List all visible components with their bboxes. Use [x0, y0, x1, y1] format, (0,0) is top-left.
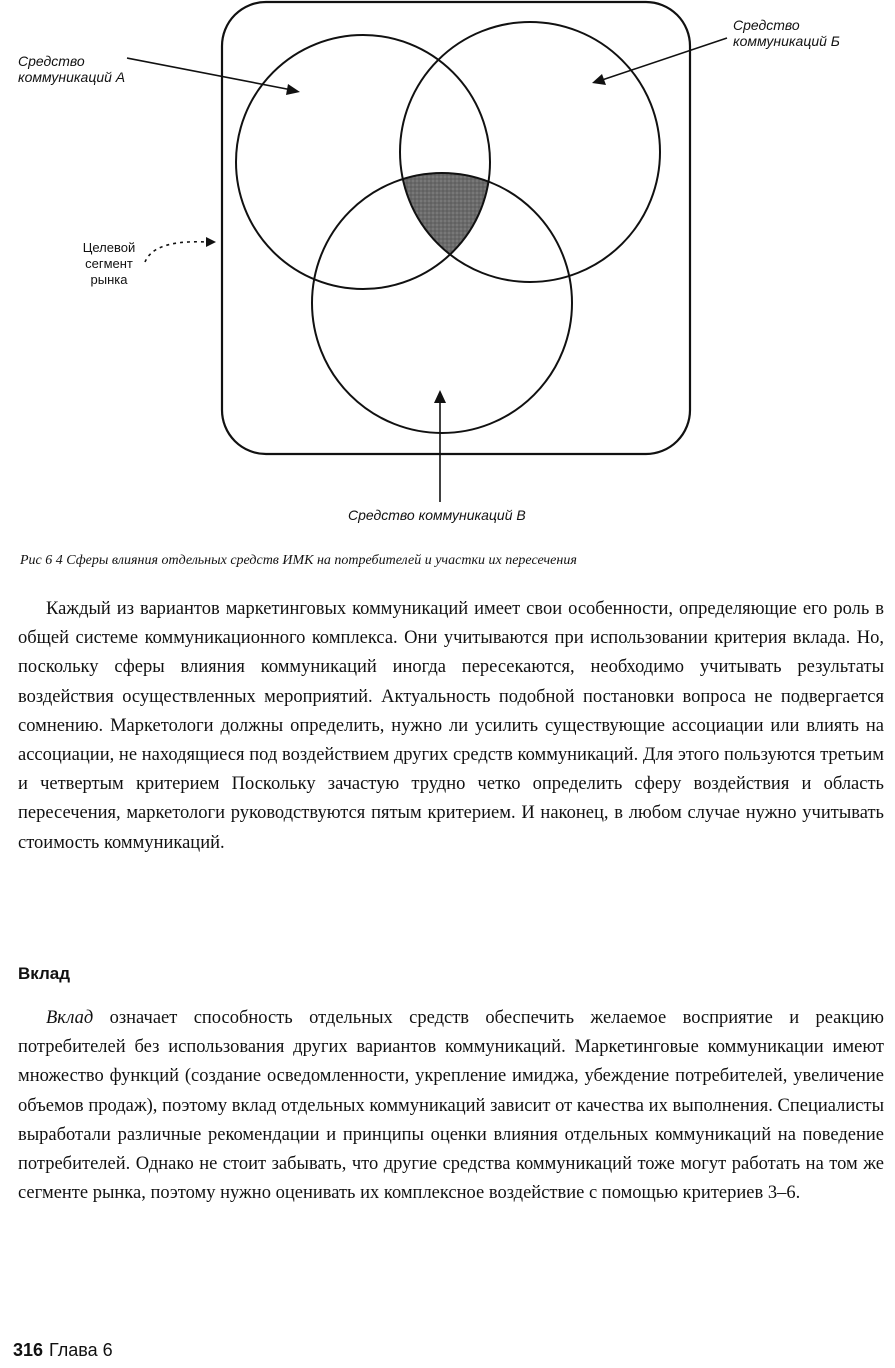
- label-communication-b: [733, 17, 840, 49]
- label-b-line-1: Средство: [733, 17, 800, 33]
- label-b-line-2: коммуникаций Б: [733, 33, 840, 49]
- triple-intersection-shaded: [312, 173, 572, 433]
- arrow-target-dotted: [145, 237, 216, 262]
- label-target-line-2: сегмент: [85, 256, 133, 271]
- paragraph-1: [18, 595, 884, 858]
- page-footer: [13, 1340, 113, 1361]
- chapter-label: Глава 6: [49, 1340, 113, 1360]
- section-heading: Вклад: [18, 964, 71, 983]
- paragraph-2-text: означает способность отдельных средств обеспечить желаемое восприятие и реакцию потребителей без использования других вариантов коммуникаций. Маркетинговые коммуникации имеют множество функций (создание осведомленности, укрепление имиджа, убеждение потребителей, увеличение объемов продаж), поэтому вклад отдельных коммуникаций зависит от качества их выполнения. Специалисты выработали различные рекомендации и принципы оценки влияния отдельных коммуникаций на поведение потребителей. Однако не стоит забывать, что другие средства коммуникаций тоже могут работать на том же сегменте рынка, поэтому нужно оценивать их комплексное воздействие с помощью критериев 3–6.: [18, 1008, 884, 1204]
- arrow-a: [127, 58, 300, 95]
- paragraph-2: [18, 1004, 884, 1208]
- page-number: 316: [13, 1340, 44, 1360]
- label-a-line-1: Средство: [18, 53, 85, 69]
- arrow-c: [434, 390, 446, 502]
- label-target-segment: [72, 240, 146, 288]
- label-a-line-2: коммуникаций А: [18, 69, 126, 85]
- venn-diagram-figure: [0, 0, 895, 540]
- label-target-line-3: рынка: [90, 272, 128, 287]
- label-target-line-1: Целевой: [82, 240, 136, 255]
- figure-caption: Рис 6 4 Сферы влияния отдельных средств ИМК на потребителей и участки их пересечения: [20, 553, 577, 568]
- arrow-b: [592, 38, 727, 85]
- label-communication-c: Средство коммуникаций В: [348, 507, 526, 523]
- paragraph-2-term: Вклад: [46, 1008, 94, 1028]
- paragraph-1-text: Каждый из вариантов маркетинговых коммуникаций имеет свои особенности, определяющие его роль в общей системе коммуникационного комплекса. Они учитываются при использовании критерия вклада. Но, поскольку сферы влияния коммуникаций иногда пересекаются, необходимо учитывать результаты воздействия осуществленных мероприятий. Актуальность подобной постановки вопроса не подвергается сомнению. Маркетологи должны определить, нужно ли усилить существующие ассоциации или влиять на ассоциации, не находящиеся под воздействием других средств коммуникаций. Для этого пользуются третьим и четвертым критерием Поскольку зачастую трудно четко определить сферу воздействия и область пересечения, маркетологи руководствуются пятым критерием. И наконец, в любом случае нужно учитывать стоимость коммуникаций.: [18, 599, 884, 853]
- label-communication-a: [18, 53, 125, 85]
